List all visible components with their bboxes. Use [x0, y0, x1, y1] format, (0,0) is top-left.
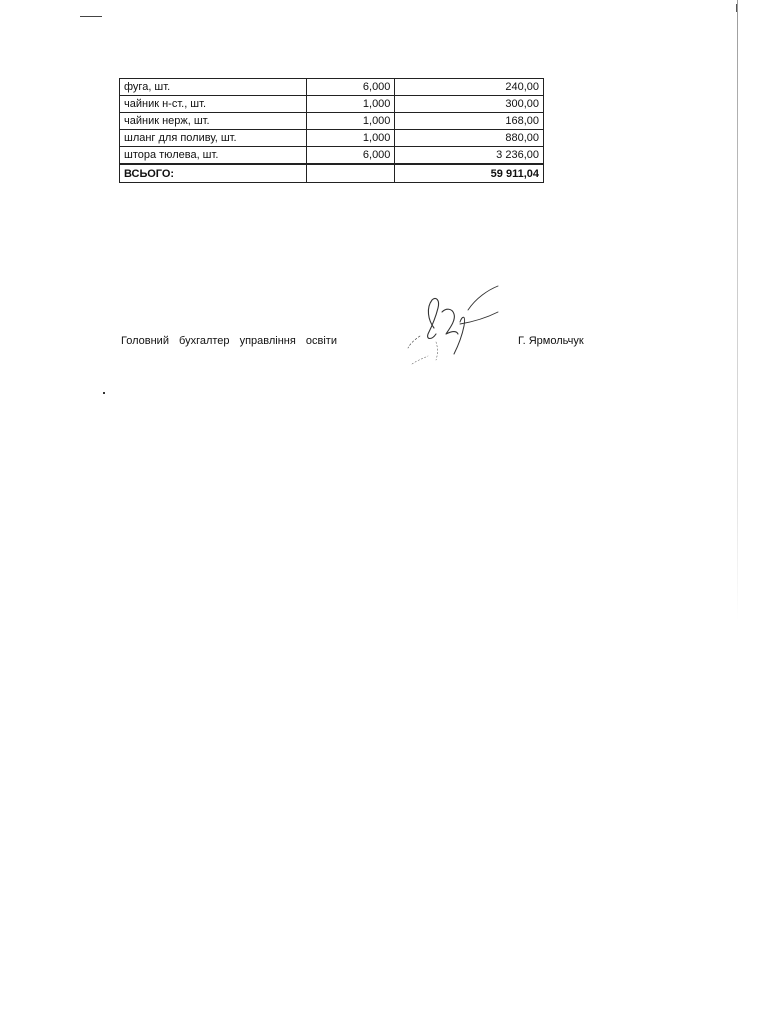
item-qty-cell: 6,000 [306, 79, 395, 96]
signatory-position: Головний бухгалтер управління освіти [121, 335, 337, 347]
scan-mark-dash [80, 16, 102, 17]
items-table [119, 78, 544, 183]
total-row [120, 164, 544, 183]
item-name-cell: штора тюлева, шт. [120, 147, 307, 165]
item-sum-cell: 168,00 [395, 113, 544, 130]
total-sum-cell: 59 911,04 [395, 164, 544, 183]
item-qty-cell: 6,000 [306, 147, 395, 165]
handwritten-signature [398, 278, 510, 378]
item-sum-cell: 880,00 [395, 130, 544, 147]
item-name-cell: фуга, шт. [120, 79, 307, 96]
scan-edge-line [737, 0, 738, 620]
item-sum-cell: 3 236,00 [395, 147, 544, 165]
table-row [120, 79, 544, 96]
scan-mark-dot [103, 392, 105, 394]
item-qty-cell: 1,000 [306, 113, 395, 130]
item-sum-cell: 240,00 [395, 79, 544, 96]
item-name-cell: чайник н-ст., шт. [120, 96, 307, 113]
table-row [120, 130, 544, 147]
item-sum-cell: 300,00 [395, 96, 544, 113]
item-name-cell: шланг для поливу, шт. [120, 130, 307, 147]
total-qty-cell [306, 164, 395, 183]
item-qty-cell: 1,000 [306, 130, 395, 147]
table-row [120, 96, 544, 113]
signatory-name: Г. Ярмольчук [518, 335, 584, 347]
table-row [120, 147, 544, 165]
total-label-cell: ВСЬОГО: [120, 164, 307, 183]
item-qty-cell: 1,000 [306, 96, 395, 113]
table-row [120, 113, 544, 130]
item-name-cell: чайник нерж, шт. [120, 113, 307, 130]
